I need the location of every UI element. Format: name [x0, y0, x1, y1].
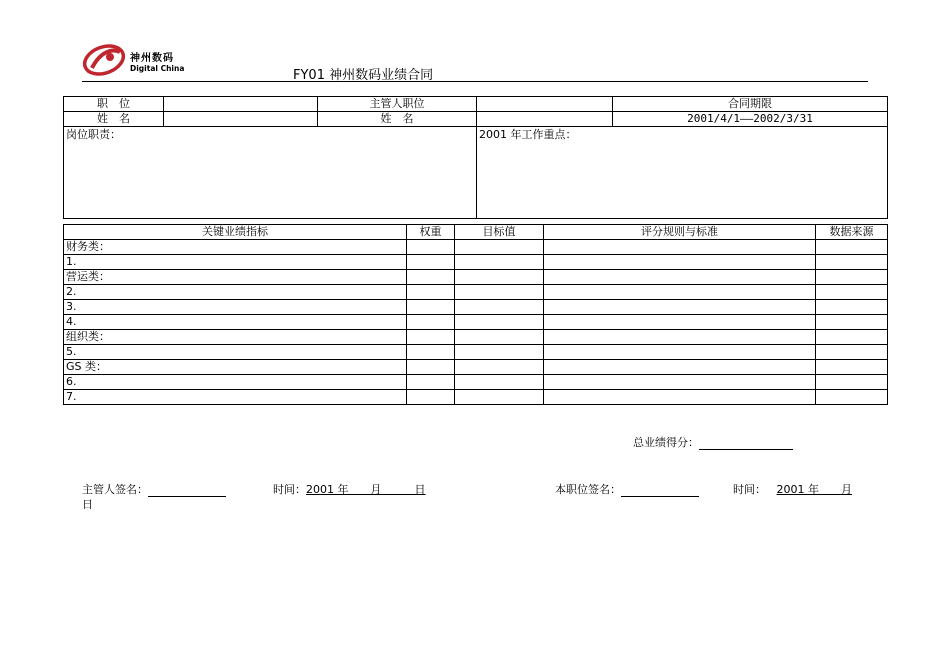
supervisor-signature-line [82, 481, 226, 497]
kpi-header-source: 数据来源 [816, 225, 888, 240]
kpi-header-row [64, 225, 888, 240]
source-cell[interactable] [816, 375, 888, 390]
weight-cell[interactable] [407, 360, 455, 375]
source-cell[interactable] [816, 390, 888, 405]
name-field[interactable] [164, 112, 318, 127]
contract-period-value: 2001/4/1——2002/3/31 [613, 112, 888, 127]
rules-cell[interactable] [544, 240, 816, 255]
kpi-header-indicator: 关键业绩指标 [64, 225, 407, 240]
rules-cell[interactable] [544, 375, 816, 390]
kpi-header-rules: 评分规则与标准 [544, 225, 816, 240]
source-cell[interactable] [816, 285, 888, 300]
target-cell[interactable] [455, 270, 544, 285]
source-cell[interactable] [816, 330, 888, 345]
target-cell[interactable] [455, 330, 544, 345]
kpi-header-weight: 权重 [407, 225, 455, 240]
target-cell[interactable] [455, 315, 544, 330]
table-row [64, 375, 888, 390]
source-cell[interactable] [816, 345, 888, 360]
rules-cell[interactable] [544, 360, 816, 375]
rules-cell[interactable] [544, 300, 816, 315]
target-cell[interactable] [455, 375, 544, 390]
source-cell[interactable] [816, 240, 888, 255]
weight-cell[interactable] [407, 330, 455, 345]
source-cell[interactable] [816, 315, 888, 330]
weight-cell[interactable] [407, 315, 455, 330]
duties-label: 岗位职责： [66, 128, 121, 141]
kpi-row-label: 2. [64, 285, 407, 300]
logo-swirl-icon [82, 42, 127, 78]
contract-period-label: 合同期限 [613, 97, 888, 112]
weight-cell[interactable] [407, 375, 455, 390]
rules-cell[interactable] [544, 390, 816, 405]
focus-label: 2001 年工作重点： [479, 128, 577, 141]
position-field[interactable] [164, 97, 318, 112]
supervisor-name-label: 姓 名 [318, 112, 477, 127]
self-signature-field[interactable] [621, 484, 699, 497]
kpi-row-label: 组织类： [64, 330, 407, 345]
info-table [63, 96, 888, 219]
supervisor-name-field[interactable] [477, 112, 613, 127]
target-cell[interactable] [455, 285, 544, 300]
supervisor-sign-label: 主管人签名： [82, 483, 148, 496]
kpi-row-label: 7. [64, 390, 407, 405]
target-cell[interactable] [455, 300, 544, 315]
table-row [64, 390, 888, 405]
target-cell[interactable] [455, 240, 544, 255]
supervisor-position-label: 主管人职位 [318, 97, 477, 112]
weight-cell[interactable] [407, 285, 455, 300]
target-cell[interactable] [455, 390, 544, 405]
kpi-row-label: 5. [64, 345, 407, 360]
logo-chinese-text: 神州数码 [130, 53, 174, 64]
self-date-line [733, 481, 852, 497]
supervisor-day-overflow: 日 [82, 498, 93, 511]
supervisor-signature-field[interactable] [148, 484, 226, 497]
self-date-field[interactable]: 2001 年 月 [776, 483, 852, 496]
table-row [64, 240, 888, 255]
total-score [633, 434, 793, 450]
kpi-row-label: 1. [64, 255, 407, 270]
total-score-field[interactable] [699, 437, 793, 450]
table-row [64, 285, 888, 300]
table-row [64, 360, 888, 375]
info-row-duties [64, 127, 888, 219]
table-row [64, 315, 888, 330]
position-label: 职 位 [64, 97, 164, 112]
rules-cell[interactable] [544, 315, 816, 330]
weight-cell[interactable] [407, 255, 455, 270]
table-row [64, 330, 888, 345]
rules-cell[interactable] [544, 285, 816, 300]
table-row [64, 300, 888, 315]
source-cell[interactable] [816, 270, 888, 285]
source-cell[interactable] [816, 255, 888, 270]
target-cell[interactable] [455, 345, 544, 360]
weight-cell[interactable] [407, 345, 455, 360]
info-row-name [64, 112, 888, 127]
target-cell[interactable] [455, 360, 544, 375]
table-row [64, 345, 888, 360]
source-cell[interactable] [816, 300, 888, 315]
kpi-row-label: 财务类： [64, 240, 407, 255]
supervisor-time-label: 时间： [273, 483, 306, 496]
rules-cell[interactable] [544, 255, 816, 270]
kpi-row-label: 营运类： [64, 270, 407, 285]
table-row [64, 255, 888, 270]
document-title: FY01 神州数码业绩合同 [293, 68, 434, 83]
kpi-row-label: 6. [64, 375, 407, 390]
focus-box[interactable] [477, 127, 888, 219]
rules-cell[interactable] [544, 345, 816, 360]
kpi-row-label: GS 类： [64, 360, 407, 375]
kpi-row-label: 4. [64, 315, 407, 330]
target-cell[interactable] [455, 255, 544, 270]
kpi-header-target: 目标值 [455, 225, 544, 240]
total-score-label: 总业绩得分： [633, 436, 699, 449]
duties-box[interactable] [64, 127, 477, 219]
supervisor-date-line [273, 481, 426, 497]
source-cell[interactable] [816, 360, 888, 375]
name-label: 姓 名 [64, 112, 164, 127]
supervisor-date-field[interactable]: 2001 年 月 日 [306, 483, 426, 496]
title-divider [82, 81, 868, 82]
rules-cell[interactable] [544, 270, 816, 285]
logo-english-text: Digital China [130, 64, 185, 73]
weight-cell[interactable] [407, 270, 455, 285]
table-row [64, 270, 888, 285]
rules-cell[interactable] [544, 330, 816, 345]
weight-cell[interactable] [407, 240, 455, 255]
weight-cell[interactable] [407, 390, 455, 405]
self-signature-line [555, 481, 699, 497]
supervisor-position-field[interactable] [477, 97, 613, 112]
info-row-position [64, 97, 888, 112]
weight-cell[interactable] [407, 300, 455, 315]
kpi-row-label: 3. [64, 300, 407, 315]
self-sign-label: 本职位签名： [555, 483, 621, 496]
self-time-label: 时间： [733, 483, 766, 496]
kpi-table [63, 224, 888, 405]
